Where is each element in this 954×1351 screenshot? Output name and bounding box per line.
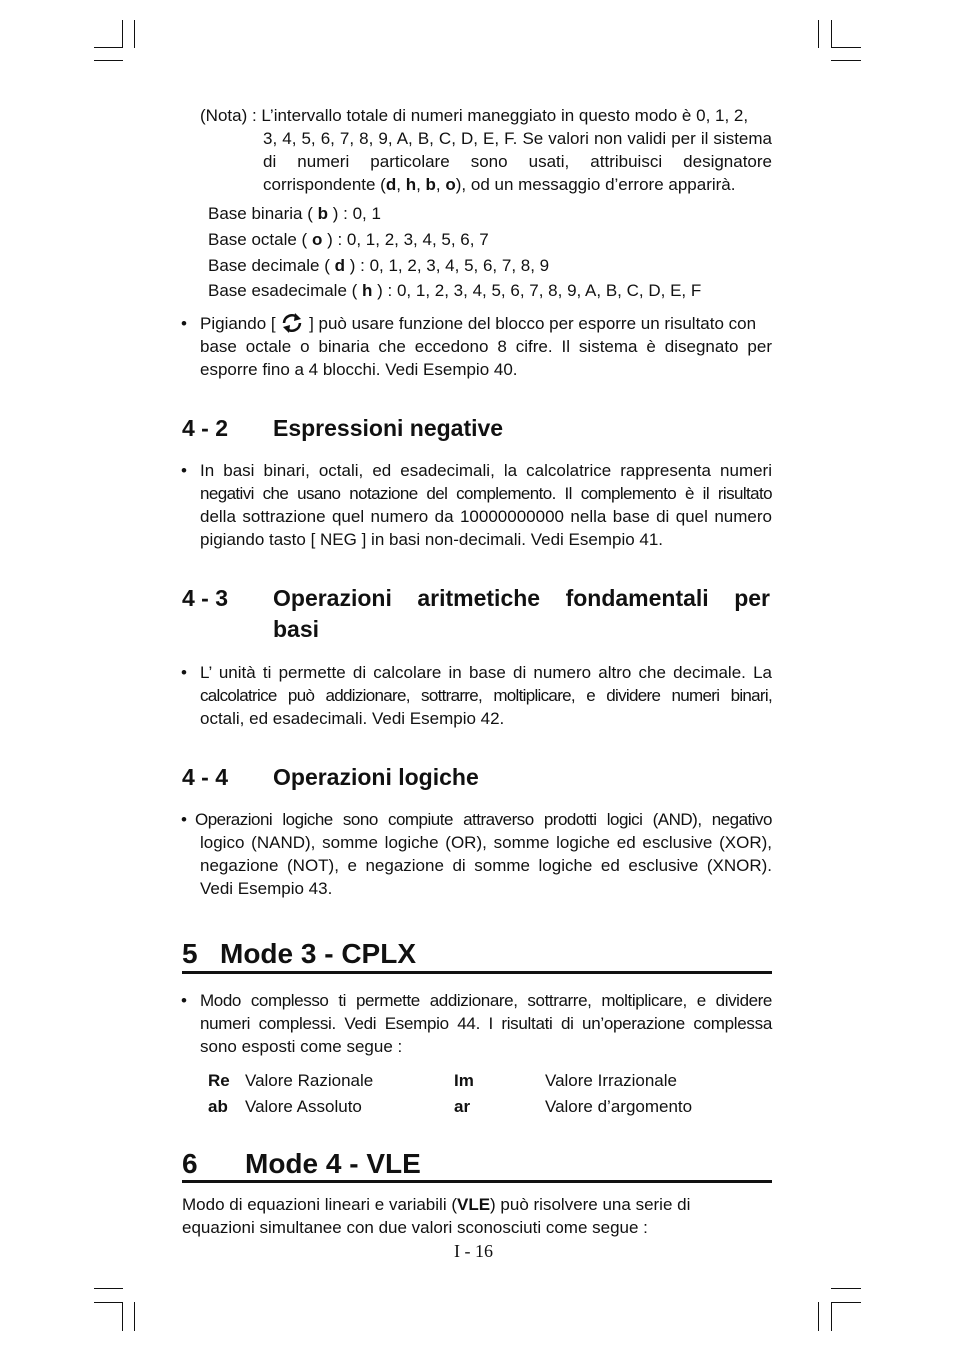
bullet: • (181, 991, 187, 1010)
sec42-paragraph (200, 459, 772, 551)
base-item: Base decimale ( d ) : 0, 1, 2, 3, 4, 5, 6, 7, 8, 9 (208, 256, 550, 275)
section-title: Operazioni logiche (273, 764, 479, 790)
chapter-title: Mode 3 - CPLX (220, 938, 417, 969)
bullet: • (181, 810, 187, 829)
block-body (200, 335, 772, 381)
table-key: ar (454, 1097, 471, 1116)
text-line: negativi che usano notazione del complemento. Il complemento è il risultato (200, 484, 772, 503)
text-line: base octale o binaria che eccedono 8 cifre. Il sistema è disegnato per (200, 337, 772, 356)
base-item: Base binaria ( b ) : 0, 1 (208, 204, 381, 223)
refresh-icon (280, 312, 304, 334)
text-line: sono esposti come segue : (200, 1037, 403, 1056)
sec43-paragraph (200, 661, 772, 730)
block-line-first: Pigiando [ ] può usare funzione del blocco per esporre un risultato con (200, 314, 757, 333)
text-line: L’ unità ti permette di calcolare in base di numero altro che decimale. La (200, 663, 772, 682)
base-item: Base octale ( o ) : 0, 1, 2, 3, 4, 5, 6, 7 (208, 230, 489, 249)
section-title: Operazioni aritmetiche fondamentali per basi (273, 585, 770, 642)
text-line: esporre fino a 4 blocchi. Vedi Esempio 40. (200, 360, 518, 379)
section-number: 4 - 2 (182, 415, 229, 441)
text-line: octali, ed esadecimali. Vedi Esempio 42. (200, 709, 505, 728)
section-number: 4 - 4 (182, 764, 229, 790)
nota-line-last: corrispondente (d, h, b, o), od un messaggio d’errore apparirà. (263, 175, 736, 194)
nota-continuation (263, 127, 772, 173)
table-key: Re (208, 1071, 230, 1090)
chapter-number: 5 (182, 938, 198, 969)
bullet: • (181, 314, 187, 333)
chapter-title: Mode 4 - VLE (245, 1148, 421, 1179)
chapter-rule (182, 971, 772, 974)
table-value: Valore Assoluto (245, 1097, 362, 1116)
table-key: ab (208, 1097, 228, 1116)
text-line: calcolatrice può addizionare, sottrarre, moltiplicare, e dividere numeri binari, (200, 686, 772, 705)
section-number: 4 - 3 (182, 585, 229, 611)
page-number: I - 16 (454, 1241, 493, 1261)
nota-line: 3, 4, 5, 6, 7, 8, 9, A, B, C, D, E, F. Se valori non validi per il sistema (263, 129, 772, 148)
sec5-paragraph (200, 989, 772, 1058)
text-line: Operazioni logiche sono compiute attraverso prodotti logici (AND), negativo (195, 810, 772, 829)
bullet: • (181, 663, 187, 682)
sec6-line: equazioni simultanee con due valori sconosciuti come segue : (182, 1218, 648, 1237)
nota-line: di numeri particolare sono usati, attribuisci designatore (263, 152, 772, 171)
section-title: Espressioni negative (273, 415, 504, 441)
chapter-rule (182, 1180, 772, 1183)
sec44-paragraph (200, 831, 772, 900)
table-value: Valore d’argomento (545, 1097, 693, 1116)
text-line: negazione (NOT), e negazione di somme logiche ed esclusive (XNOR). (200, 856, 772, 875)
text-line: logico (NAND), somme logiche (OR), somme logiche ed esclusive (XOR), (200, 833, 772, 852)
nota-line: (Nota) : L’intervallo totale di numeri maneggiato in questo modo è 0, 1, 2, (200, 106, 749, 125)
text-line: numeri complessi. Vedi Esempio 44. I risultati di un’operazione complessa (200, 1014, 772, 1033)
base-item: Base esadecimale ( h ) : 0, 1, 2, 3, 4, 5, 6, 7, 8, 9, A, B, C, D, E, F (208, 281, 702, 300)
table-key: Im (454, 1071, 474, 1090)
text-line: pigiando tasto [ NEG ] in basi non-decimali. Vedi Esempio 41. (200, 530, 664, 549)
bullet: • (181, 461, 187, 480)
table-value: Valore Irrazionale (545, 1071, 677, 1090)
text-line: della sottrazione quel numero da 10000000000 nella base di quel numero (200, 507, 772, 526)
text-line: In basi binari, octali, ed esadecimali, la calcolatrice rappresenta numeri (200, 461, 772, 480)
table-value: Valore Razionale (245, 1071, 374, 1090)
text-line: Modo complesso ti permette addizionare, sottrarre, moltiplicare, e dividere (200, 991, 772, 1010)
sec6-line: Modo di equazioni lineari e variabili (VLE) può risolvere una serie di (182, 1195, 691, 1214)
chapter-number: 6 (182, 1148, 198, 1179)
text-line: Vedi Esempio 43. (200, 879, 333, 898)
sec44-paragraph-first (195, 808, 772, 831)
